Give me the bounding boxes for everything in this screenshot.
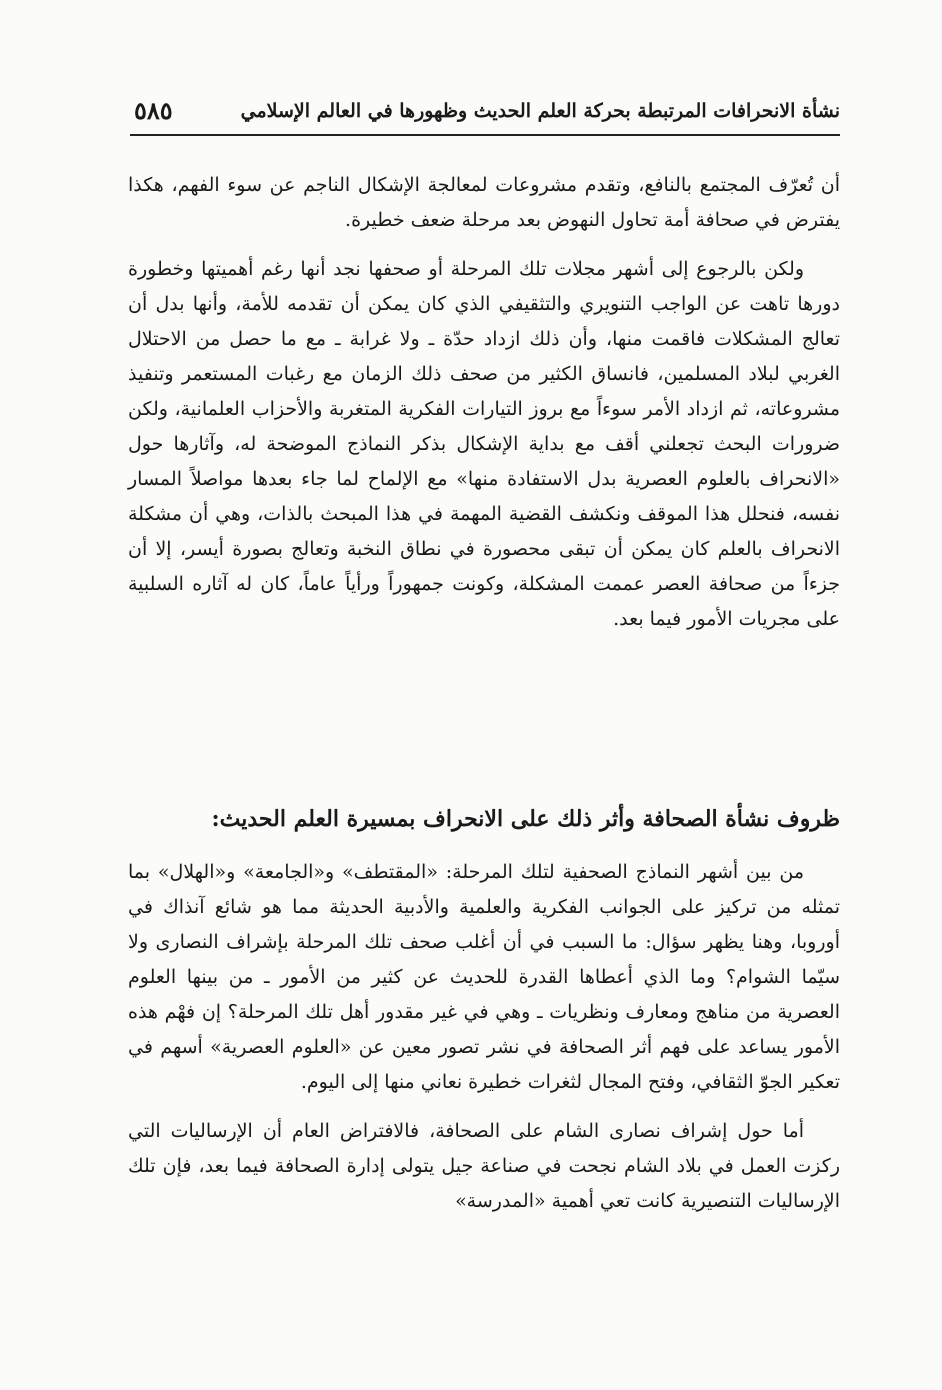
running-title: نشأة الانحرافات المرتبطة بحركة العلم الحديث وظهورها في العالم الإسلامي [240,100,840,122]
header-divider [130,134,840,136]
paragraph: ولكن بالرجوع إلى أشهر مجلات تلك المرحلة أو صحفها نجد أنها رغم أهميتها وخطورة دورها تاهت عن الواجب التنويري والتثقيفي الذي كان يمكن أن تقدمه للأمة، وأنها بدل أن تعالج المشكلات فاقمت منها، وأن ذلك ازداد حدّة ـ ولا غرابة ـ مع ما حصل من الاحتلال الغربي لبلاد المسلمين، فانساق الكثير من صحف ذلك الزمان مع رغبات المستعمر وتنفيذ مشروعاته، ثم ازداد الأمر سوءاً مع بروز التيارات الفكرية المتغربة والأحزاب العلمانية، ولكن ضرورات البحث تجعلني أقف مع بداية الإشكال بذكر النماذج الموضحة له، وآثارها حول «الانحراف بالعلوم العصرية بدل الاستفادة منها» مع الإلماح لما جاء بعدها مواصلاً المسار نفسه، فنحلل هذا الموقف ونكشف القضية المهمة في هذا المبحث بالذات، وهي أن مشكلة الانحراف بالعلم كان يمكن أن تبقى محصورة في نطاق النخبة وتعالج بصورة أيسر، إلا أن جزءاً من صحافة العصر عممت المشكلة، وكونت جمهوراً ورأياً عاماً، كان له آثاره السلبية على مجريات الأمور فيما بعد. [128,258,840,630]
paragraph: أما حول إشراف نصارى الشام على الصحافة، فالافتراض العام أن الإرساليات التي ركزت العمل في بلاد الشام نجحت في صناعة جيل يتولى إدارة الصحافة فيما بعد، فإن تلك الإرساليات التنصيرية كانت تعي أهمية «المدرسة» [128,1120,840,1212]
page-number: ٥٨٥ [134,96,173,125]
page-header [130,92,840,132]
paragraph: من بين أشهر النماذج الصحفية لتلك المرحلة: «المقتطف» و«الجامعة» و«الهلال» بما تمثله من تركيز على الجوانب الفكرية والعلمية والأدبية الحديثة مما هو شائع آنذاك في أوروبا، وهنا يظهر سؤال: ما السبب في أن أغلب صحف تلك المرحلة بإشراف النصارى ولا سيّما الشوام؟ وما الذي أعطاها القدرة للحديث عن كثير من الأمور ـ من بينها العلوم العصرية من مناهج ومعارف ونظريات ـ وهي في غير مقدور أهل تلك المرحلة؟ إن فهْم هذه الأمور يساعد على فهم أثر الصحافة في نشر تصور معين عن «العلوم العصرية» أسهم في تعكير الجوّ الثقافي، وفتح المجال لثغرات خطيرة نعاني منها إلى اليوم. [128,861,840,1093]
main-text-block-2 [128,855,840,1233]
section-heading: ظروف نشأة الصحافة وأثر ذلك على الانحراف بمسيرة العلم الحديث: [211,806,840,832]
main-text-block-1 [128,168,840,651]
paragraph: أن تُعرّف المجتمع بالنافع، وتقدم مشروعات لمعالجة الإشكال الناجم عن سوء الفهم، هكذا يفترض في صحافة أمة تحاول النهوض بعد مرحلة ضعف خطيرة. [128,174,840,231]
